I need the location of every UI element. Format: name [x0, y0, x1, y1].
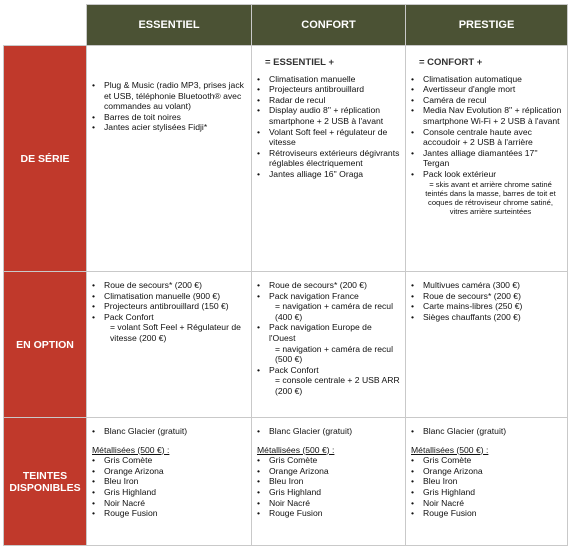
- metallic-label: Métallisées (500 €) :: [257, 444, 335, 455]
- list-item: • Rétroviseurs extérieurs dégivrants réglables électriquement: [266, 148, 400, 169]
- color-item: • Orange Arizona: [266, 466, 400, 477]
- list-item: • Volant Soft feel + régulateur de vitesse: [266, 127, 400, 148]
- prestige-intro: = CONFORT +: [419, 57, 483, 68]
- trim-comparison-table: [3, 4, 568, 546]
- option-confort-cell: [252, 272, 406, 418]
- metallic-label: Métallisées (500 €) :: [92, 444, 170, 455]
- pack-confort-detail: = console centrale + 2 USB ARR (200 €): [275, 375, 400, 396]
- color-item: • Bleu Iron: [266, 476, 400, 487]
- color-item: • Rouge Fusion: [420, 508, 562, 519]
- color-item: • Gris Comète: [266, 455, 400, 466]
- list-item: • Roue de secours* (200 €): [420, 291, 562, 302]
- color-item: • Bleu Iron: [101, 476, 246, 487]
- color-item: • Gris Comète: [420, 455, 562, 466]
- list-item: • Carte mains-libres (250 €): [420, 301, 562, 312]
- list-item: • Pack look extérieur: [420, 169, 562, 180]
- list-item: • Radar de recul: [266, 95, 400, 106]
- confort-intro: = ESSENTIEL +: [265, 57, 334, 68]
- color-item: • Gris Comète: [101, 455, 246, 466]
- option-prestige-cell: [406, 272, 568, 418]
- list-item: • Plug & Music (radio MP3, prises jack et USB, téléphonie Bluetooth® avec commandes au volant): [101, 80, 246, 112]
- color-item: • Rouge Fusion: [101, 508, 246, 519]
- list-item: • Blanc Glacier (gratuit): [101, 426, 246, 437]
- color-item: • Gris Highland: [101, 487, 246, 498]
- color-item: • Bleu Iron: [420, 476, 562, 487]
- list-item: • Multivues caméra (300 €): [420, 280, 562, 291]
- color-item: • Noir Nacré: [101, 498, 246, 509]
- serie-prestige-cell: [406, 46, 568, 272]
- teintes-confort-cell: [252, 418, 406, 546]
- list-item: • Projecteurs antibrouillard: [266, 84, 400, 95]
- color-item: • Gris Highland: [420, 487, 562, 498]
- column-header-essentiel: ESSENTIEL: [87, 5, 252, 46]
- serie-confort-cell: [252, 46, 406, 272]
- pack-nav-france-detail: = navigation + caméra de recul (400 €): [275, 301, 393, 322]
- column-header-confort: CONFORT: [252, 5, 406, 46]
- list-item: • Roue de secours* (200 €): [101, 280, 246, 291]
- color-item: • Rouge Fusion: [266, 508, 400, 519]
- list-item: • Media Nav Evolution 8'' + réplication smartphone Wi-Fi + 2 USB à l'avant: [420, 105, 562, 126]
- color-item: • Gris Highland: [266, 487, 400, 498]
- list-item: • Sièges chauffants (200 €): [420, 312, 562, 323]
- list-item: • Roue de secours* (200 €): [266, 280, 400, 291]
- color-item: • Noir Nacré: [420, 498, 562, 509]
- list-item: • Jantes acier stylisées Fidji*: [101, 122, 246, 133]
- list-item: • Climatisation automatique: [420, 74, 562, 85]
- corner-cell: [4, 5, 87, 46]
- pack-confort-detail: = volant Soft Feel + Régulateur de vitesse (200 €): [110, 322, 241, 343]
- list-item: • Pack Confort: [266, 365, 400, 376]
- teintes-essentiel-cell: [87, 418, 252, 546]
- serie-essentiel-cell: [87, 46, 252, 272]
- list-item: • Jantes alliage 16'' Oraga: [266, 169, 400, 180]
- list-item: • Jantes alliage diamantées 17'' Tergan: [420, 148, 562, 169]
- list-item: • Blanc Glacier (gratuit): [420, 426, 562, 437]
- metallic-label: Métallisées (500 €) :: [411, 444, 489, 455]
- list-item: • Pack navigation Europe de l'Ouest: [266, 322, 400, 343]
- list-item: • Console centrale haute avec accoudoir + 2 USB à l'arrière: [420, 127, 562, 148]
- color-item: • Orange Arizona: [101, 466, 246, 477]
- list-item: • Display audio 8'' + réplication smartphone + 2 USB à l'avant: [266, 105, 400, 126]
- row-header-serie: DE SÉRIE: [4, 46, 87, 272]
- list-item: • Pack Confort: [101, 312, 246, 323]
- list-item: • Caméra de recul: [420, 95, 562, 106]
- list-item: • Climatisation manuelle (900 €): [101, 291, 246, 302]
- color-item: • Noir Nacré: [266, 498, 400, 509]
- row-header-option: EN OPTION: [4, 272, 87, 418]
- option-essentiel-cell: [87, 272, 252, 418]
- color-item: • Orange Arizona: [420, 466, 562, 477]
- column-header-prestige: PRESTIGE: [406, 5, 568, 46]
- teintes-prestige-cell: [406, 418, 568, 546]
- pack-look-detail: = skis avant et arrière chrome satiné teintés dans la masse, barres de toit et coques de rétroviseur chrome satiné, vitres arrière surteintées: [425, 179, 556, 216]
- list-item: • Projecteurs antibrouillard (150 €): [101, 301, 246, 312]
- pack-nav-europe-detail: = navigation + caméra de recul (500 €): [275, 343, 393, 365]
- list-item: • Blanc Glacier (gratuit): [266, 426, 400, 437]
- list-item: • Avertisseur d'angle mort: [420, 84, 562, 95]
- row-header-teintes: TEINTES DISPONIBLES: [4, 418, 87, 546]
- list-item: • Climatisation manuelle: [266, 74, 400, 85]
- list-item: • Barres de toit noires: [101, 112, 246, 123]
- list-item: • Pack navigation France: [266, 291, 400, 302]
